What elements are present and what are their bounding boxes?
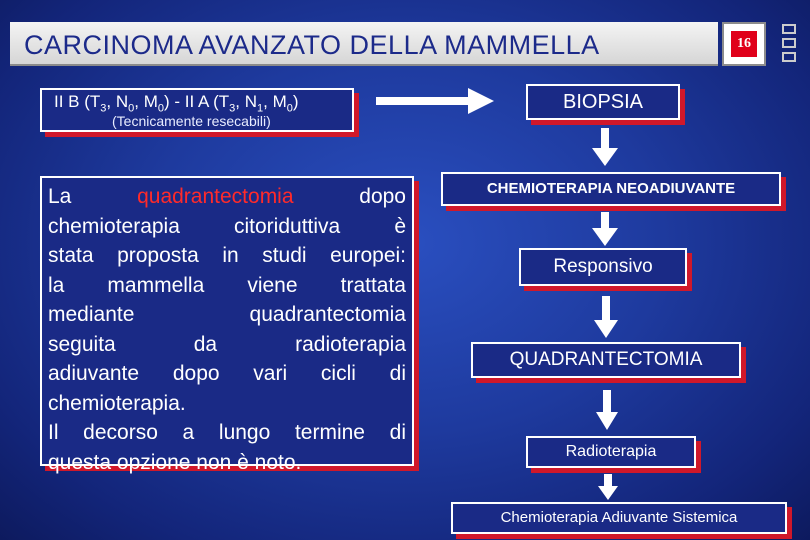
description-line [48,212,406,242]
stage-text-part: , M [134,92,158,111]
description-line [48,241,406,271]
slide-title: CARCINOMA AVANZATO DELLA MAMMELLA [24,30,600,60]
stage-text-part: , M [263,92,287,111]
step-biopsia-label: BIOPSIA [562,91,644,113]
slide-number-badge [722,22,766,66]
description-text-part: adiuvante dopo vari cicli di [48,362,406,385]
step-radioterapia [526,436,696,468]
step-radioterapia-label: Radioterapia [565,443,657,460]
stage-subscript: 1 [257,102,264,115]
description-line [48,271,406,301]
stage-note: (Tecnicamente resecabili) [112,113,271,129]
arrow-down-icon [592,212,618,246]
arrow-down-icon [596,390,618,430]
step-biopsia [526,84,680,120]
step-chemio-neoadiuvante [441,172,781,206]
description-line [48,300,406,330]
step-quadrantectomia-label: QUADRANTECTOMIA [509,349,703,370]
arrow-down-icon [592,128,618,166]
description-line [48,359,406,389]
description-text-part: stata proposta in studi europei: [48,244,406,267]
step-responsivo [519,248,687,286]
slide-number: 16 [731,31,757,57]
description-text-part: dopo [293,185,406,208]
stage-subscript: 3 [100,102,107,115]
step-chemio-adiuvante-label: Chemioterapia Adiuvante Sistemica [500,509,738,526]
stage-subscript: 0 [128,102,135,115]
description-text-part: chemioterapia citoriduttiva è [48,214,406,238]
stage-label [54,92,299,114]
stage-box [40,88,354,132]
description-line [48,330,406,360]
description-line [48,182,406,212]
description-text [48,182,406,477]
stage-text-part: , N [106,92,129,111]
step-chemio-neoadiuvante-label: CHEMIOTERAPIA NEOADIUVANTE [486,180,736,197]
description-box [40,176,414,474]
description-text-part: chemioterapia. [48,391,186,415]
stage-text-part: ) [292,92,299,111]
description-line [48,418,406,448]
description-text-part: la mammella viene trattata [48,273,406,297]
description-text-part: La [48,185,138,208]
arrow-down-icon [598,474,618,500]
decorative-squares [782,24,798,66]
step-chemio-adiuvante [451,502,787,534]
highlighted-term: quadrantectomia [137,185,294,208]
stage-text-part: ) - II A (T [164,92,230,111]
description-line [48,448,406,478]
arrow-down-icon [594,296,618,338]
description-text-part: questa opzione non è noto. [48,450,302,474]
stage-subscript: 0 [286,102,293,115]
step-responsivo-label: Responsivo [553,256,653,277]
stage-text-part: , N [235,92,258,111]
stage-subscript: 3 [229,102,236,115]
description-text-part: seguita da radioterapia [48,332,406,356]
stage-text-part: II B (T [54,92,101,111]
stage-subscript: 0 [157,102,164,115]
description-text-part: mediante quadrantectomia [48,303,406,326]
title-bar [10,22,718,66]
description-text-part: Il decorso a lungo termine di [48,421,406,444]
step-quadrantectomia [471,342,741,378]
arrow-right-icon [376,88,494,114]
description-line [48,389,406,419]
